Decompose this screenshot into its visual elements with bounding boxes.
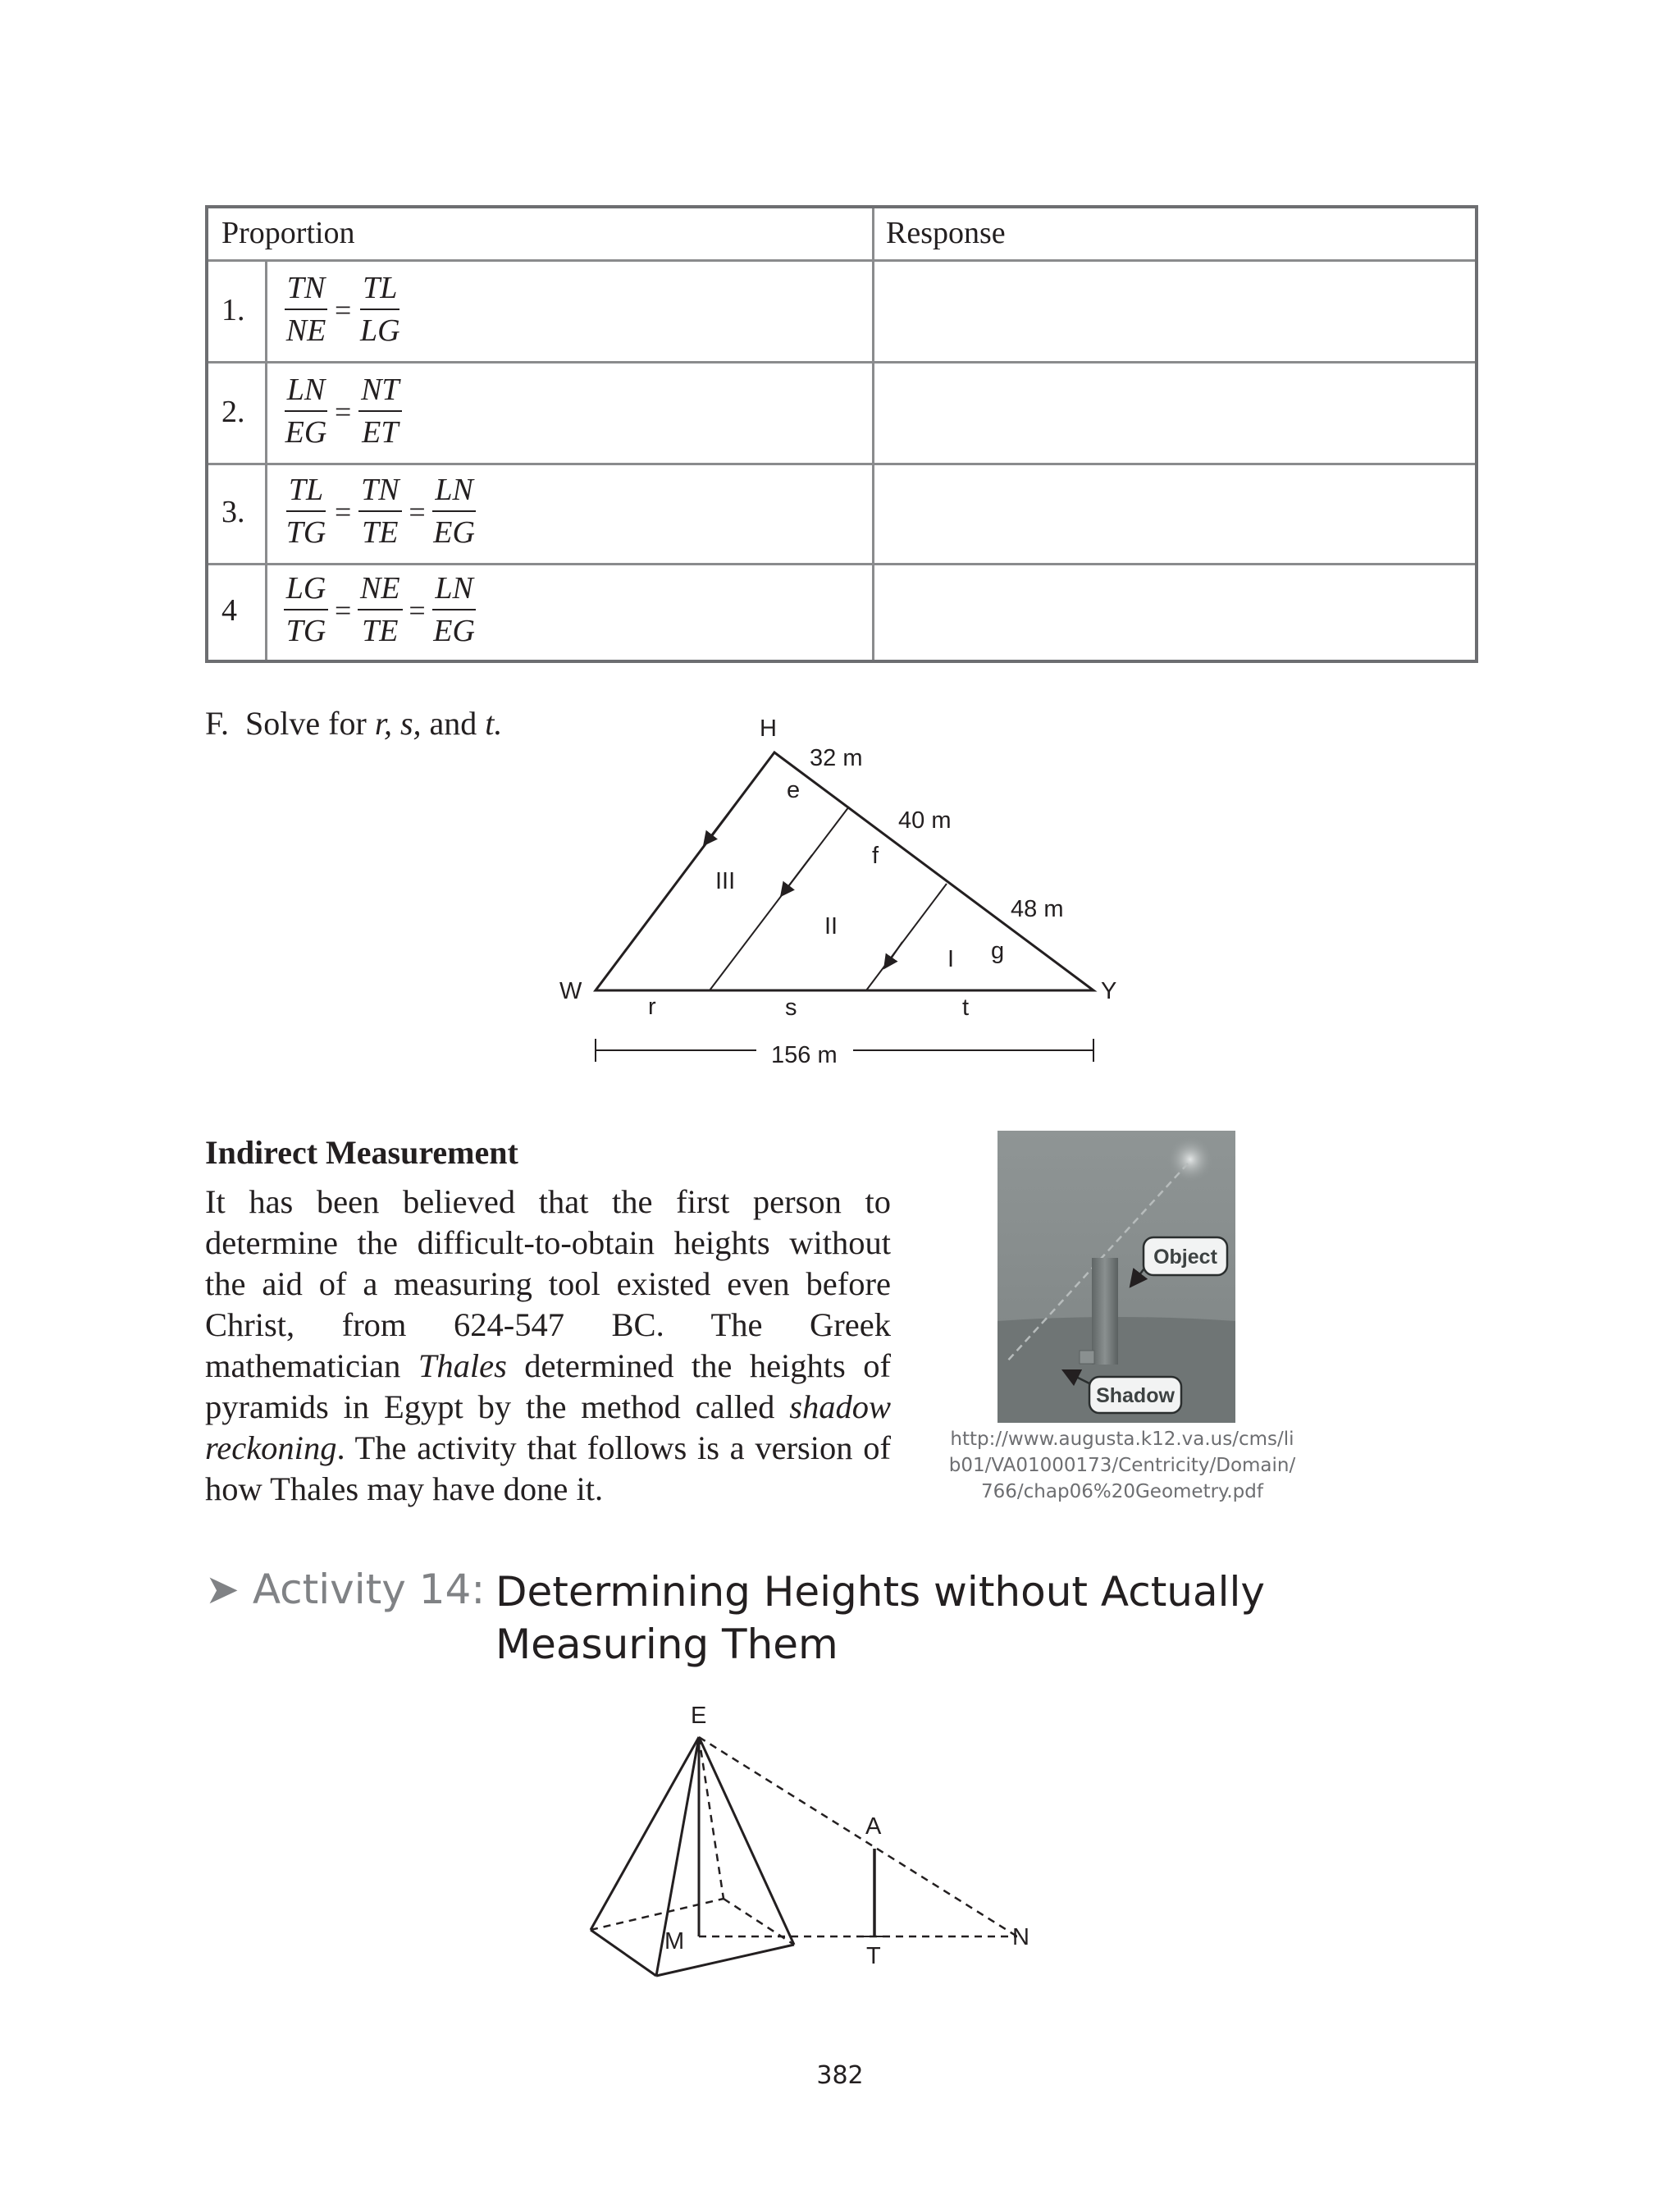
label-g: g <box>991 938 1005 964</box>
label-e-vertex: E <box>691 1703 707 1729</box>
row-number: 1. <box>221 293 245 327</box>
label-h: H <box>760 716 777 742</box>
label-m: M <box>664 1928 685 1955</box>
label-y: Y <box>1101 978 1117 1004</box>
fraction: $\frac{NT}{ET}$ <box>358 374 402 450</box>
proportion-2: $\frac{LN}{EG}$ = $\frac{NT}{ET}$ <box>284 374 402 450</box>
label-32m: 32 m <box>810 745 863 771</box>
row-number: 3. <box>221 495 245 529</box>
shadow-illustration <box>998 1131 1235 1423</box>
page-number: 382 <box>816 2061 864 2090</box>
fraction: $\frac{TN}{NE}$ <box>285 271 326 348</box>
label-s: s <box>785 994 797 1021</box>
fraction: $\frac{LG}{TG}$ <box>284 573 328 648</box>
shadow-label: Shadow <box>1096 1384 1175 1407</box>
fraction: $\frac{TL}{LG}$ <box>360 271 400 348</box>
label-w: W <box>559 978 582 1004</box>
direction-arrow <box>884 942 902 968</box>
pyramid-diagram <box>0 1690 1680 2002</box>
fraction: $\frac{TL}{TG}$ <box>285 473 326 550</box>
label-region-i: I <box>947 946 955 972</box>
label-e: e <box>787 777 801 803</box>
header-response: Response <box>886 216 1006 250</box>
label-48m: 48 m <box>1011 896 1064 922</box>
triangle-hwy <box>596 752 1093 990</box>
direction-arrow <box>781 855 812 896</box>
label-t: t <box>962 994 970 1021</box>
label-region-iii: III <box>715 868 736 894</box>
proportion-4: $\frac{LG}{TG}$ = $\frac{NE}{TE}$ = $\frac{LN}{EG}$ <box>284 573 477 648</box>
arrow-icon: ➤ <box>205 1566 240 1613</box>
label-f: f <box>872 843 879 869</box>
fraction: $\frac{LN}{EG}$ <box>433 473 475 550</box>
activity-label: ➤ Activity 14: <box>205 1566 486 1613</box>
label-t-point: T <box>866 1943 881 1969</box>
indirect-paragraph: It has been believed that the first person to determine the difficult-to-obtain heights without the aid of a measuring tool existed even before Christ, from 624-547 BC. The Greek mathematician Thales determined the heights of pyramids in Egypt by the method called shadow reckoning. The activity that follows is a version of how Thales may have done it. <box>205 1183 891 1507</box>
label-a: A <box>865 1813 882 1840</box>
activity-title: Determining Heights without Actually Measuring Them <box>495 1568 1266 1668</box>
label-40m: 40 m <box>898 807 952 834</box>
row-number: 4 <box>221 593 237 628</box>
object-label: Object <box>1153 1246 1217 1269</box>
section-heading: Indirect Measurement <box>205 1134 518 1171</box>
label-region-ii: II <box>824 913 838 940</box>
header-proportion: Proportion <box>221 216 355 250</box>
label-n: N <box>1012 1924 1029 1950</box>
parallel-line-1 <box>710 807 849 990</box>
image-source-url[interactable]: http://www.augusta.k12.va.us/cms/li b01/VA01000173/Centricity/Domain/ 766/chap06%20Geometry.pdf <box>948 1429 1296 1502</box>
row-number: 2. <box>221 395 245 429</box>
fraction: $\frac{LN}{EG}$ <box>433 571 475 648</box>
question-f: F. Solve for r, s, and t. <box>205 705 503 742</box>
fraction: $\frac{NE}{TE}$ <box>358 573 402 648</box>
fraction: $\frac{LN}{EG}$ <box>285 373 327 450</box>
proportion-3: $\frac{TL}{TG}$ = $\frac{TN}{TE}$ = $\frac{LN}{EG}$ <box>284 474 477 550</box>
label-156m: 156 m <box>771 1042 838 1068</box>
label-r: r <box>648 994 656 1020</box>
proportion-1: $\frac{TN}{NE}$ = $\frac{TL}{LG}$ <box>284 272 402 348</box>
parallel-line-2 <box>866 884 947 990</box>
fraction: $\frac{TN}{TE}$ <box>358 474 402 550</box>
direction-arrow <box>704 789 746 845</box>
